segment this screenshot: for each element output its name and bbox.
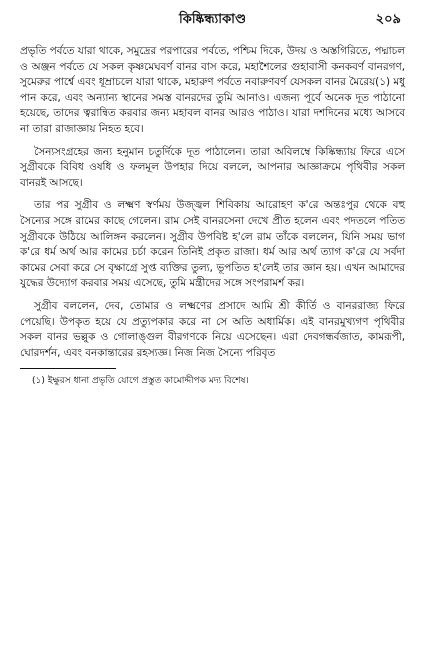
page-number: ২০৯ xyxy=(375,12,401,27)
footnote-divider xyxy=(20,368,116,369)
paragraph-3: তার পর সুগ্রীব ও লক্ষ্মণ স্বর্ণময় উজ্জ্বল শিবিকায় আরোহণ ক'রে অন্তঃপুর থেকে বহু সৈন্যের সঙ্গে রামের কাছে গেলেন। রাম সেই বানরসেনা দেখে প্রীত হলেন এবং পদতলে পতিত সুগ্রীবকে উঠিয়ে আলিঙ্গন করলেন। সুগ্রীব উপবিষ্ট হ'লে রাম তাঁকে বললেন, যিনি সময় ভাগ ক'রে ধর্ম অর্থ আর কামের চর্চা করেন তিনিই প্রকৃত রাজা। ধর্ম আর অর্থ ত্যাগ ক'রে যে সর্বদা কামের সেবা করে সে বৃক্ষাগ্রে সুপ্ত ব্যক্তির তুল্য, ভূপতিত হ'লেই তার জ্ঞান হয়। এখন আমাদের যুদ্ধের উদ্যোগ করবার সময় এসেছে, তুমি মন্ত্রীদের সঙ্গে সংপরামর্শ কর। xyxy=(20,199,405,290)
paragraph-4: সুগ্রীব বললেন, দেব, তোমার ও লক্ষ্মণের প্রসাদে আমি শ্রী কীর্তি ও বানররাজ্য ফিরে পেয়েছি। উপকৃত হয়ে যে প্রত্যুপকার করে না সে অতি অধার্মিক। এই বানরমুখ্যগণ পৃথিবীর সকল বানর ভল্লুক ও গোলাঙ্গুল বীরগণকে নিয়ে এসেছেন। এরা দেবগন্ধর্বজাত, কামরূপী, ঘোরদর্শন, এবং বনকান্তারের রহস্যজ্ঞ। নিজ নিজ সৈন্যে পরিবৃত xyxy=(20,299,405,359)
paragraph-1: প্রভৃতি পর্বতে যারা থাকে, সমুদ্রের পরপারের পর্বতে, পশ্চিম দিকে, উদয় ও অস্তগিরিতে, পদ্মাচল ও অঞ্জন পর্বতে যে সকল কৃষ্ণমেঘবর্ণ বানর বাস করে, মহাশৈলের গুহাবাসী কনকবর্ণ বানরগণ, সুমেরুর পার্শ্বে এবং ধূম্রাচলে যারা থাকে, মহারুণ পর্বতে নবারুণবর্ণ যেসকল বানর মৈরেয়(১) মধু পান করে, এবং অন্যান্য স্থানের সমস্ত বানরদের তুমি আনাও। এজন্য পূর্বে অনেক দূত পাঠানো হয়েছে, তাদের ত্বরান্বিত করবার জন্য মহাবল বানর আরও পাঠাও। যারা দশদিনের মধ্যে আসবে না তারা রাজাজ্ঞায় নিহত হবে। xyxy=(20,45,405,135)
body-text xyxy=(20,44,405,361)
footnote: (১) ইক্ষুরস ধানা প্রভৃতি যোগে প্রস্তুত কামোদ্দীপক মদ্য বিশেষ। xyxy=(32,376,249,387)
paragraph-2: সৈন্যসংগ্রহের জন্য হনুমান চতুর্দিকে দূত পাঠালেন। তারা অবিলম্বে কিষ্কিন্ধ্যায় ফিরে এসে সুগ্রীবকে বিবিধ ওষধি ও ফলমূল উপহার দিয়ে বললে, আপনার আজ্ঞাক্রমে পৃথিবীর সকল বানরই আসছে। xyxy=(20,145,405,189)
running-header xyxy=(20,8,405,30)
running-title: কিষ্কিন্ধ্যাকাণ্ড xyxy=(179,12,246,27)
